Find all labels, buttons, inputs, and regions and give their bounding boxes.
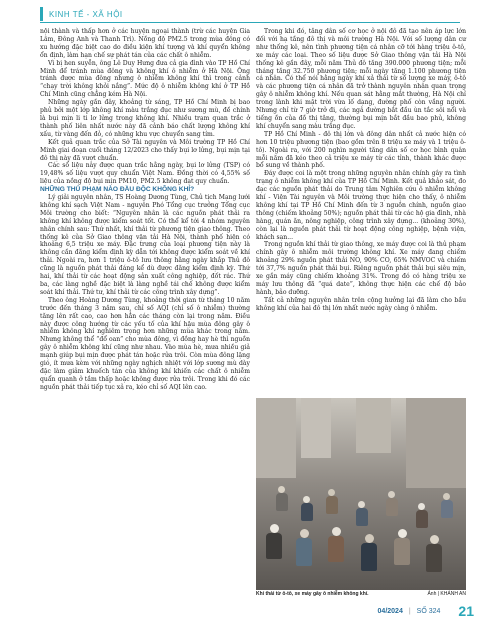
section-heading: NHỮNG THỦ PHẠM NÀO ĐẦU ĐỘC KHÔNG KHÍ? — [40, 186, 195, 194]
section-header — [40, 4, 123, 24]
traffic-photo — [256, 398, 466, 590]
right-column — [256, 28, 466, 313]
left-paragraph-6: Lý giải nguyên nhân, TS Hoàng Dương Tùng, Chủ tịch Mạng lưới không khí sạch Việt Nam - nguyên Phó Tổng cục trưởng Tổng cục Môi trường cho biết: “Nguyên nhân là các nguồn phát thải ra không khí không được kiểm soát tốt. Có thể kể tới 4 nhóm nguyên nhân chính sau: Thứ nhất, khí thải từ phương tiện giao thông. Theo thống kê của Sở Giao thông vận tải Hà Nội, thành phố hiện có khoảng 6,5 triệu xe máy. Đặc trưng của loại phương tiện này là không cần đăng kiểm định kỳ dẫn tới không được kiểm soát về khí thải. Ngoài ra, hơn 1 triệu ô-tô lưu thông hằng ngày khắp Thủ đô cũng là nguồn phát thải đáng kể dù được đăng kiểm định kỳ. Thứ hai, khí thải từ các hoạt động sản xuất công nghiệp, đốt rác. Thứ ba, các làng nghề đặc biệt là làng nghề tái chế không được kiểm soát khí thải. Thứ tư, khí thải từ các công trình xây dựng”. — [40, 194, 250, 296]
right-paragraph-4: Trong nguồn khí thải từ giao thông, xe máy được coi là thủ phạm chính gây ô nhiễm môi trường không khí. Xe máy đang chiếm khoảng 29% nguồn phát thải NO, 90% CO, 65% NMVOC và chiếm tới 37,7% nguồn phát thải bụi. Riêng nguồn phát thải bụi siêu mịn, xe gắn máy cũng chiếm khoảng 31%. Trong đó có hàng triệu xe máy lưu thông đã “quá date”, không thực hiện các chế độ bảo hành, bảo dưỡng. — [256, 241, 466, 296]
left-column — [40, 28, 250, 392]
issue-date: 04/2024 — [377, 607, 403, 615]
left-paragraph-2: Vì bị hen suyễn, ông Lê Duy Hưng đưa cả gia đình vào TP Hồ Chí Minh để tránh mùa đông và không khí ô nhiễm ở Hà Nội. Ông tránh được mùa đông nhưng ô nhiễm không khí thì trong cảnh “chạy trời không khỏi nắng”. Mức độ ô nhiễm không khí ở TP Hồ Chí Minh cũng chẳng kém Hà Nội. — [40, 59, 250, 99]
left-paragraph-1: nội thành và thấp hơn ở các huyện ngoại thành (trừ các huyện Gia Lâm, Đông Anh và Thanh Trì). Nồng độ PM2.5 trong mùa đông có xu hướng đặc biệt cao do điều kiện khí tượng và khí quyển không ổn định, làm hạn chế sự phát tán của các chất ô nhiễm. — [40, 28, 250, 59]
right-paragraph-1: Trong khi đó, tăng dân số cơ học ở nội đô đã tạo nên áp lực lớn đối với hạ tầng đô thị và môi trường Hà Nội. Với số lượng dân cư như thống kê, nên tình phương tiện cá nhân cỡ tới hàng triệu ô-tô, xe máy các loại. Theo số liệu được Sở Giao thông vận tải Hà Nội thống kê gần đây, mỗi năm Thủ đô tăng 390.000 phương tiện; mỗi tháng tăng 32.750 phương tiện; mỗi ngày tăng 1.100 phương tiện cá nhân. Có thể nói hằng ngày khí xả thải từ số lượng xe máy, ô-tô và các phương tiện cá nhân đã trở thành nguyên nhân quan trọng gây ô nhiễm không khí. Nếu quan sát hằng mắt thường, Hà Nội chỉ trong lành khi mặt trời vừa lố dạng, đường phố còn vắng người. Nhưng chỉ từ 7 giờ trở đi, các ngả đường bắt đầu ùn tắc sôi nổi và tiếng ồn của đồ thị tăng, thường bụi mịn bắt đầu bao phủ, không khí chuyển sang màu trắng đục. — [256, 28, 466, 130]
right-paragraph-2: TP Hồ Chí Minh - đô thị lớn và đông dân nhất cả nước hiện có hơn 10 triệu phương tiện (bao gồm trên 8 triệu xe máy và 1 triệu ô-tô). Ngoài ra, với 200 nghìn người tăng dân số cơ học bình quân mỗi năm đã kéo theo cả triệu xe máy từ các tỉnh, thành khác được bổ sung về thành phố. — [256, 130, 466, 170]
header-rule — [40, 22, 460, 23]
caption-text: Khí thải từ ô-tô, xe máy gây ô nhiễm không khí. — [256, 591, 369, 597]
left-paragraph-4: Kết quả quan trắc của Sở Tài nguyên và Môi trường TP Hồ Chí Minh giai đoạn cuối tháng 12/2023 cho thấy bụi lơ lửng, bụi mịn tại đô thị này đã vượt chuẩn. — [40, 138, 250, 162]
right-paragraph-3: Đáy được coi là một trong những nguyên nhân chính gây ra tình trạng ô nhiễm không khí của TP Hồ Chí Minh. Kết quả khảo sát, đo đạc các nguồn phát thải do Trung tâm Nghiên cứu ô nhiễm không khí - Viện Tài nguyên và Môi trường thực hiện cho thấy, ô nhiễm không khí tại TP Hồ Chí Minh đến từ 3 nguồn chính, nguồn giao thông (chiếm khoảng 50%); nguồn phát thải từ các hộ gia đình, nhà hàng, quán ăn, nông nghiệp, công trình xây dựng... (khoảng 30%), còn lại là nguồn phát thải từ hoạt động công nghiệp, bệnh viện, khách sạn... — [256, 170, 466, 241]
right-paragraph-5: Tất cả những nguyên nhân trên cộng hưởng lại đã làm cho bầu không khí của hai đô thị lớn nhất nước ngày càng ô nhiễm. — [256, 296, 466, 312]
page-number: 21 — [458, 603, 474, 619]
left-paragraph-3: Những ngày gần đây, khoảng từ sáng, TP Hồ Chí Minh bị bao phủ bởi một lớp không khí màu trắng đục như sương mù, đề chính là bụi mịn li ti lơ lửng trong không khí. Nhiều trạm quan trắc ở thành phố liên nhất nước này đã cảnh báo chất lượng không khí xấu, từ vàng đến đỏ, có những khu vực chuyển sang tím. — [40, 99, 250, 138]
footer-separator: | — [408, 607, 411, 615]
photo-credit: Ảnh | KHÁNH AN — [427, 591, 466, 597]
left-paragraph-7: Theo ông Hoàng Dương Tùng, khoảng thời gian từ tháng 10 năm trước đến tháng 3 năm sau, chỉ số AQI (chỉ số ô nhiễm) thường tăng lên rất cao, cao hơn hẳn các tháng còn lại trong năm. Điều này được công hướng từ các yếu tố của khí hậu mùa đông gây ô nhiễm không khí nghiêm trọng hơn những mùa khác trong năm. Nhưng không thể “đổ oan” cho mùa đông, vì đồng hay hè thì nguồn gây ô nhiễm không khí cũng như nhau. Vào mùa hè, mưa nhiều giả mạnh giúp bụi mịn được phát tán hoặc rửa trôi. Còn mùa đông lặng gió, ít mưa kèm với những ngày nghịch nhiệt với lớp sương mù dày đặc làm giảm khuếch tán của không khí khiến các chất ô nhiễm quẩn quanh ở tầm thấp hoặc không được rửa trôi. Trong khi đó các nguồn phát thải tiếp tục xả ra, kéo chỉ số AQI lên cao. — [40, 296, 250, 391]
page-footer — [256, 605, 474, 617]
left-paragraph-5: Các số liệu này được quan trắc hằng ngày, bụi lơ lửng (TSP) có 19,48% số liệu vượt quy chuẩn Việt Nam. Đồng thời có 4,55% số liệu của nồng độ bụi mịn PM10, PM2.5 không đạt quy chuẩn. — [40, 162, 250, 186]
photo-caption — [256, 591, 466, 599]
issue-number: SỐ 324 — [416, 607, 441, 615]
section-marker — [40, 7, 43, 21]
section-title: KINH TẾ - XÃ HỘI — [49, 9, 123, 19]
